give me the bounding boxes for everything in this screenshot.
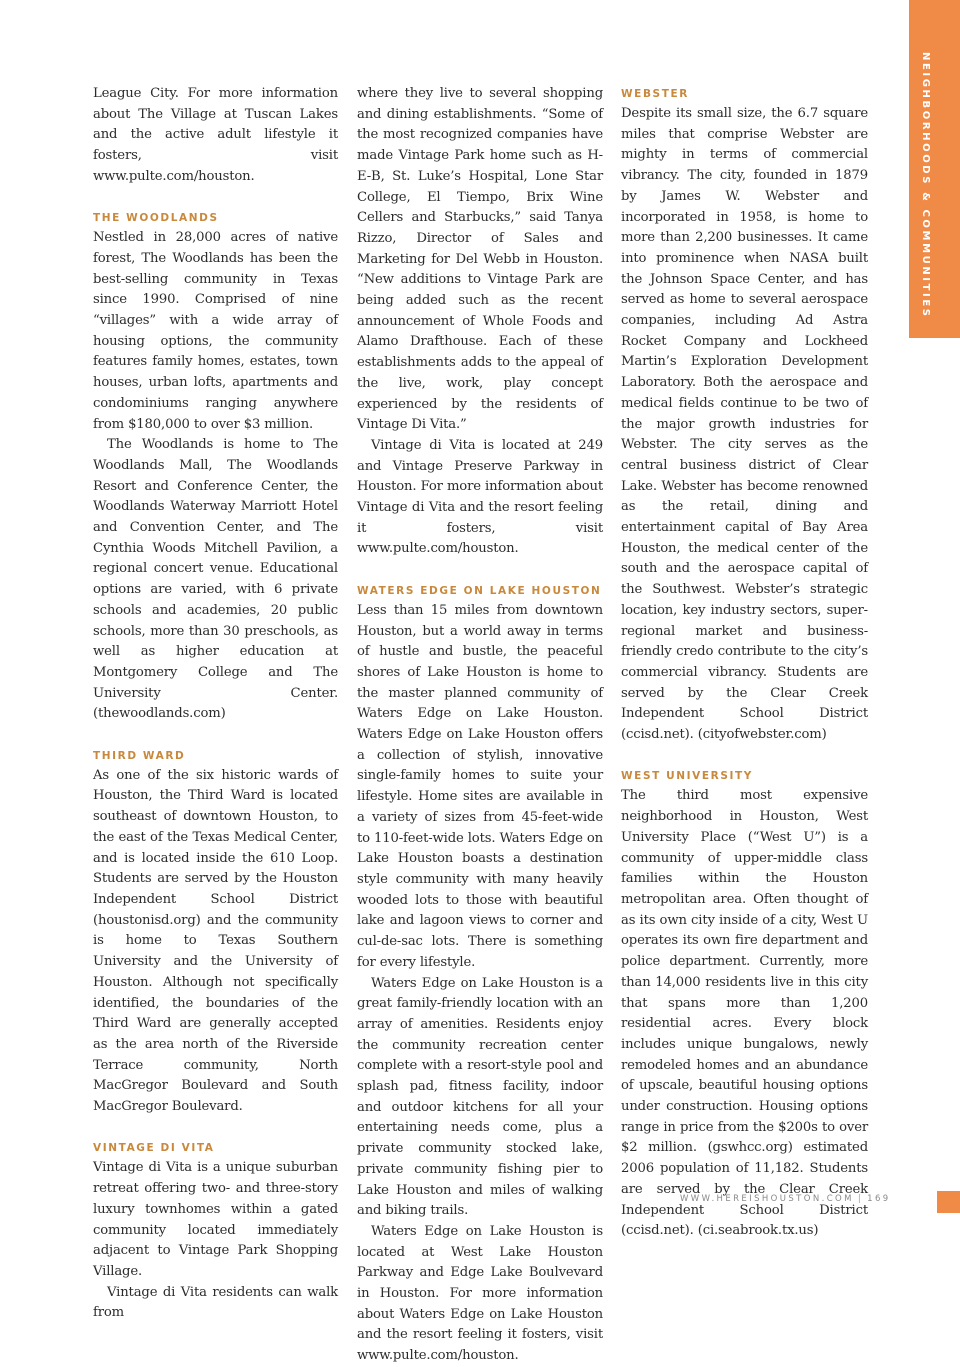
section-tab (909, 0, 960, 338)
section-heading: WEBSTER (621, 88, 689, 100)
section-heading: VINTAGE DI VITA (93, 1142, 215, 1155)
body-paragraph: The Woodlands is home to The Woodlands Mall, The Woodlands Resort and Conference Center, the Woodlands Waterway Marriott Hotel and Convention Center, and The Cynthia Woods Mitchell Pavilion, a regional concert venue. Educational options are varied, with 6 private schools and academies, 20 public schools, more than 30 preschools, as well as higher education at Montgomery College and The University Center. (thewoodlands.com) (93, 437, 338, 722)
body-paragraph: Vintage di Vita is a unique suburban retreat offering two- and three-story luxury townhomes within a gated community located immediately adjacent to Vintage Park Shopping Village. (93, 1160, 338, 1279)
body-paragraph: Vintage di Vita residents can walk from (93, 1284, 338, 1321)
paragraph-spacer (93, 1118, 338, 1139)
section-tab-label: NEIGHBORHOODS & COMMUNITIES (920, 52, 931, 319)
body-paragraph: where they live to several shopping and dining establishments. “Some of the most recognized companies have made Vintage Park home such as H-E-B, St. Luke’s Hospital, Lone Star College, El Tiempo, Brix Wine Cellers and Starbucks,” said Tanya Rizzo, Director of Sales and Marketing for Del Webb in Houston. “New additions to Vintage Park are being added such as the recent announcement of Whole Foods and Alamo Drafthouse. Each of these establishments adds to the appeal of the live, work, play concept experienced by the residents of Vintage Di Vita.” (357, 86, 603, 433)
section-heading: WATERS EDGE ON LAKE HOUSTON (357, 584, 602, 597)
body-paragraph: Waters Edge on Lake Houston is located at West Lake Houston Parkway and Edge Lake Boulvevard in Houston. For more information about Waters Edge on Lake Houston and the resort feeling it fosters, visit www.pulte.com/houston. (357, 1223, 603, 1364)
body-paragraph: The third most expensive neighborhood in Houston, West University Place (“West U”) is a community of upper-middle class families within the Houston metropolitan area. Often thought of as its own city inside of a city, West U operates its own fire department and police department. Currently, more than 14,000 residents live in this city that spans more than 1,200 residential acres. Every block includes unique bungalows, newly remodeled homes and an abundance of upscale, beautiful housing options under construction. Housing options range in price from the $200s to over $2 million. (gswhcc.org) estimated 2006 population of 11,182. Students are served by the Clear Creek Independent School District (ccisd.net). (ci.seabrook.tx.us) (621, 788, 868, 1239)
article-column-1 (93, 84, 338, 1324)
body-paragraph: Less than 15 miles from downtown Houston, but a world away in terms of hustle and bustle, the peaceful shores of Lake Houston is home to the master planned community of Waters Edge on Lake Houston. Waters Edge on Lake Houston offers a collection of stylish, innovative single-family homes to suite your lifestyle. Home sites are available in a variety of sizes from 45-feet-wide to 110-feet-wide lots. Waters Edge on Lake Houston boasts a destination style community with many heavily wooded lots to those with beautiful lake and lagoon views to corner and cul-de-sac lots. There is something for every lifestyle. (357, 602, 603, 970)
body-paragraph: Waters Edge on Lake Houston is a great family-friendly location with an array of amenities. Residents enjoy the community recreation center complete with a resort-style pool and splash pad, fitness facility, indoor and outdoor kitchens for all your entertaining needs come, plus a private community stocked lake, private community fishing pier to Lake Houston and miles of walking and biking trails. (357, 975, 603, 1219)
body-paragraph: As one of the six historic wards of Houston, the Third Ward is located southeast of downtown Houston, to the east of the Texas Medical Center, and is located inside the 610 Loop. Students are served by the Houston Independent School District (houstonisd.org) and the community is home to Texas Southern University and the University of Houston. Although not specifically identified, the boundaries of the Third Ward are generally accepted as the area north of the Riverside Terrace community, North MacGregor Boulevard and South MacGregor Boulevard. (93, 767, 338, 1115)
section-heading: THIRD WARD (93, 749, 186, 762)
paragraph-spacer (93, 725, 338, 746)
article-column-2 (357, 84, 603, 1367)
footer-separator: | (857, 1194, 864, 1204)
body-paragraph: Vintage di Vita is located at 249 and Vintage Preserve Parkway in Houston. For more information about Vintage di Vita and the resort feeling it fosters, visit www.pulte.com/houston. (357, 437, 603, 557)
body-paragraph: Nestled in 28,000 acres of native forest, The Woodlands has been the best-selling community in Texas since 1990. Comprised of nine “villages” with a wide array of housing options, the community features family homes, estates, town houses, urban lofts, apartments and condominiums ranging anywhere from $180,000 to over $3 million. (93, 230, 338, 432)
body-paragraph: League City. For more information about The Village at Tuscan Lakes and the active adult lifestyle it fosters, visit www.pulte.com/houston. (93, 86, 338, 184)
page-number: 169 (867, 1194, 891, 1204)
corner-accent-block (937, 1191, 960, 1213)
paragraph-spacer (621, 746, 868, 767)
paragraph-spacer (357, 560, 603, 581)
section-heading: THE WOODLANDS (93, 212, 219, 225)
section-heading: WEST UNIVERSITY (621, 770, 753, 783)
footer-website-link[interactable]: WWW.HEREISHOUSTON.COM (680, 1194, 854, 1204)
body-paragraph: Despite its small size, the 6.7 square miles that comprise Webster are mighty in terms of commercial vibrancy. The city, founded in 1879 by James W. Webster and incorporated in 1958, is home to more than 2,200 businesses. It came into prominence when NASA built the Johnson Space Center, and has served as home to several aerospace companies, including Ad Astra Rocket Company and Lockheed Martin’s Exploration Development Laboratory. Both the aerospace and medical fields continue to be two of the major growth industries for Webster. The city serves as the central business district of Clear Lake. Webster has become renowned as the retail, dining and entertainment capital of Bay Area Houston, the medical center of the south and the aerospace capital of the Southwest. Webster’s strategic location, key industry sectors, super-regional market and business-friendly credo contribute to the city’s commercial vibrancy. Students are served by the Clear Creek Independent School District (ccisd.net). (cityofwebster.com) (621, 106, 868, 743)
article-column-3 (621, 84, 868, 1242)
page-footer (680, 1194, 900, 1204)
paragraph-spacer (93, 188, 338, 209)
